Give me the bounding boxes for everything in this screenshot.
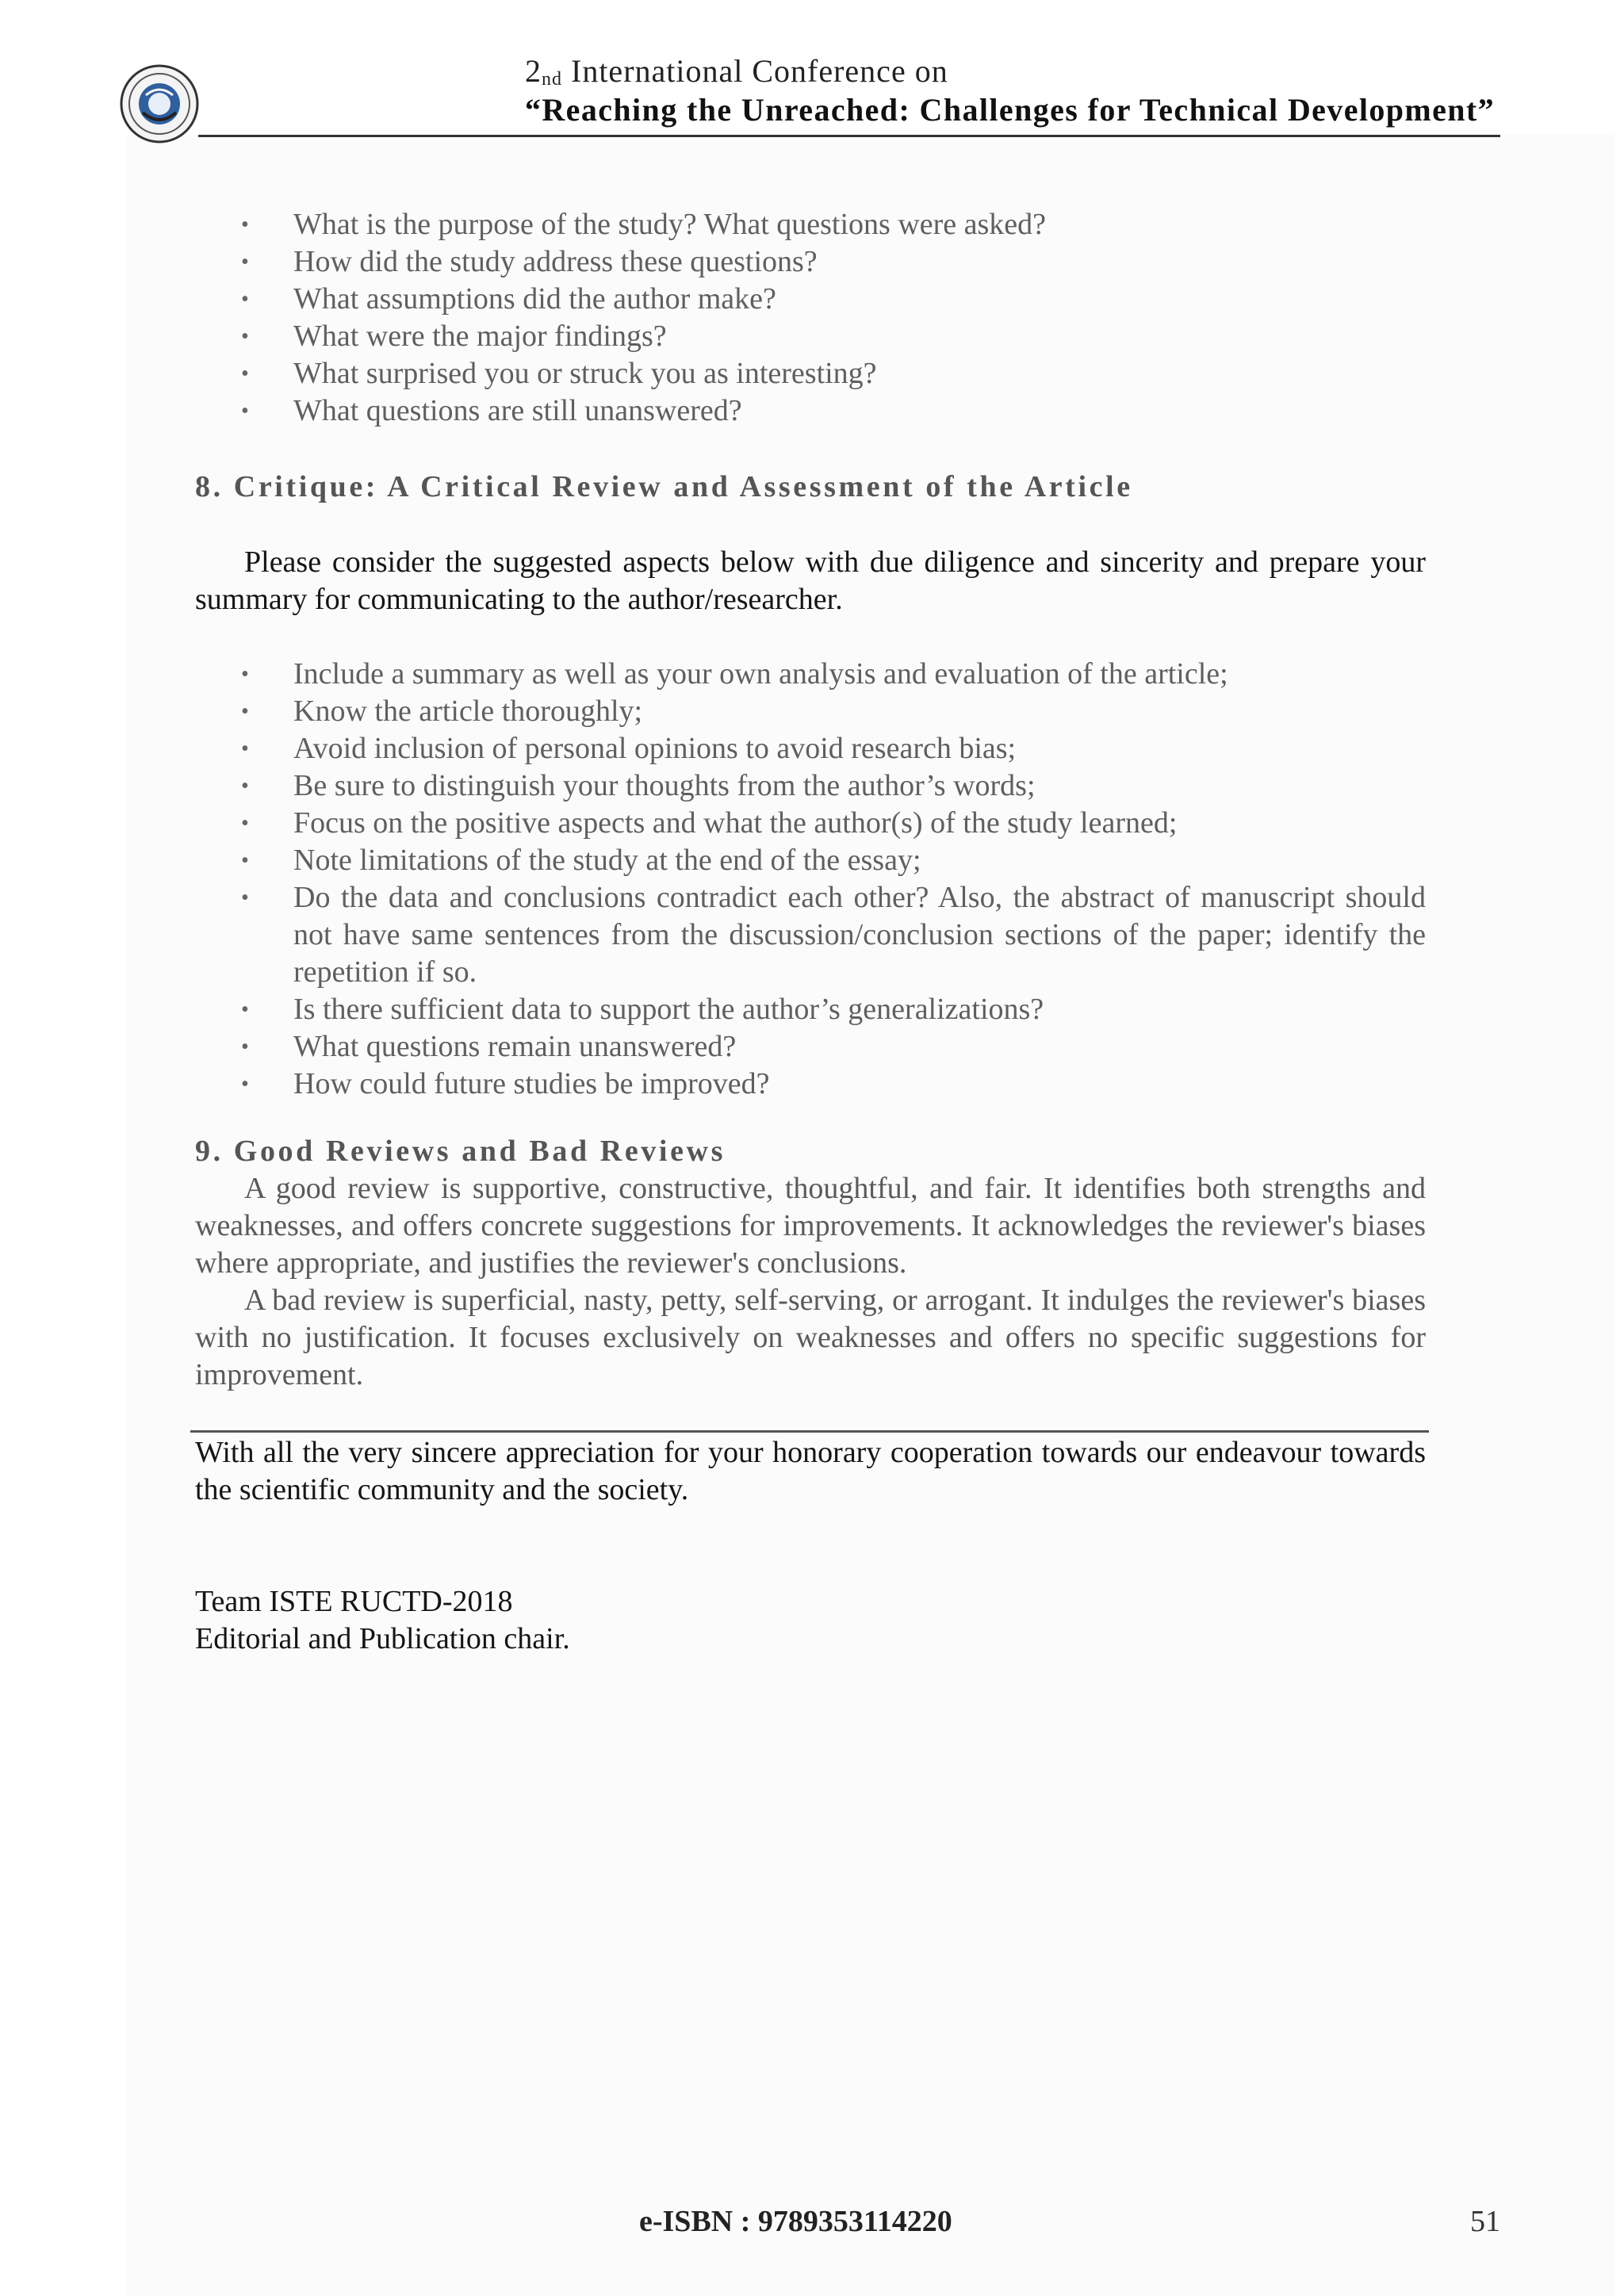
ordinal-number: 2 (525, 53, 542, 89)
bad-review-paragraph: A bad review is superficial, nasty, petty, self-serving, or arrogant. It indulges the reviewer's biases with no justification. It focuses exclusively on weaknesses and offers no specific suggestions for improvement. (195, 1284, 1426, 1391)
conference-logo-icon (119, 63, 200, 144)
critique-intro: Please consider the suggested aspects below with due diligence and sincerity and prepare your summary for communicating to the author/researcher. (195, 545, 1426, 616)
list-item: • How could future studies be improved? (195, 1066, 1426, 1103)
section-heading-critique: 8. Critique: A Critical Review and Assessment of the Article (195, 470, 1133, 503)
list-item: • Do the data and conclusions contradict each other? Also, the abstract of manuscript should not have same sentences from the discussion/conclusion sections of the paper; identify the repetition if so. (195, 879, 1426, 991)
signature-chair: Editorial and Publication chair. (195, 1622, 570, 1655)
critique-list (195, 656, 1426, 1103)
section-heading-reviews: 9. Good Reviews and Bad Reviews (195, 1135, 726, 1168)
closing-divider (190, 1430, 1429, 1433)
list-item: • What questions remain unanswered? (195, 1028, 1426, 1066)
list-item: • Note limitations of the study at the end of the essay; (195, 842, 1426, 879)
list-item: • How did the study address these questions? (195, 243, 1426, 281)
conference-title-text: International Conference on (571, 53, 948, 89)
signature-team: Team ISTE RUCTD-2018 (195, 1585, 513, 1618)
list-item: • What is the purpose of the study? What questions were asked? (195, 206, 1426, 243)
conference-theme: “Reaching the Unreached: Challenges for Technical Development” (525, 92, 1496, 128)
list-item: • Avoid inclusion of personal opinions to avoid research bias; (195, 730, 1426, 767)
closing-appreciation: With all the very sincere appreciation for your honorary cooperation towards our endeavour towards the scientific community and the society. (195, 1436, 1426, 1506)
main-content (195, 206, 1426, 1658)
footer-isbn: e-ISBN : 9789353114220 (639, 2205, 952, 2238)
page-number: 51 (1470, 2205, 1500, 2238)
list-item: • Know the article thoroughly; (195, 693, 1426, 730)
good-review-paragraph: A good review is supportive, constructive, thoughtful, and fair. It identifies both strengths and weaknesses, and offers concrete suggestions for improvements. It acknowledges the reviewer's biases where appropriate, and justifies the reviewer's conclusions. (195, 1172, 1426, 1280)
list-item: • Be sure to distinguish your thoughts from the author’s words; (195, 767, 1426, 805)
list-item: • What assumptions did the author make? (195, 281, 1426, 318)
list-item: • Focus on the positive aspects and what the author(s) of the study learned; (195, 805, 1426, 842)
list-item: • What questions are still unanswered? (195, 392, 1426, 430)
list-item: • Is there sufficient data to support the author’s generalizations? (195, 991, 1426, 1028)
ordinal-suffix: nd (542, 69, 562, 90)
list-item: • What were the major findings? (195, 318, 1426, 355)
question-list (195, 206, 1426, 430)
list-item: • Include a summary as well as your own analysis and evaluation of the article; (195, 656, 1426, 693)
list-item: • What surprised you or struck you as interesting? (195, 355, 1426, 392)
conference-title-line1 (525, 52, 948, 90)
header-divider (198, 135, 1500, 137)
